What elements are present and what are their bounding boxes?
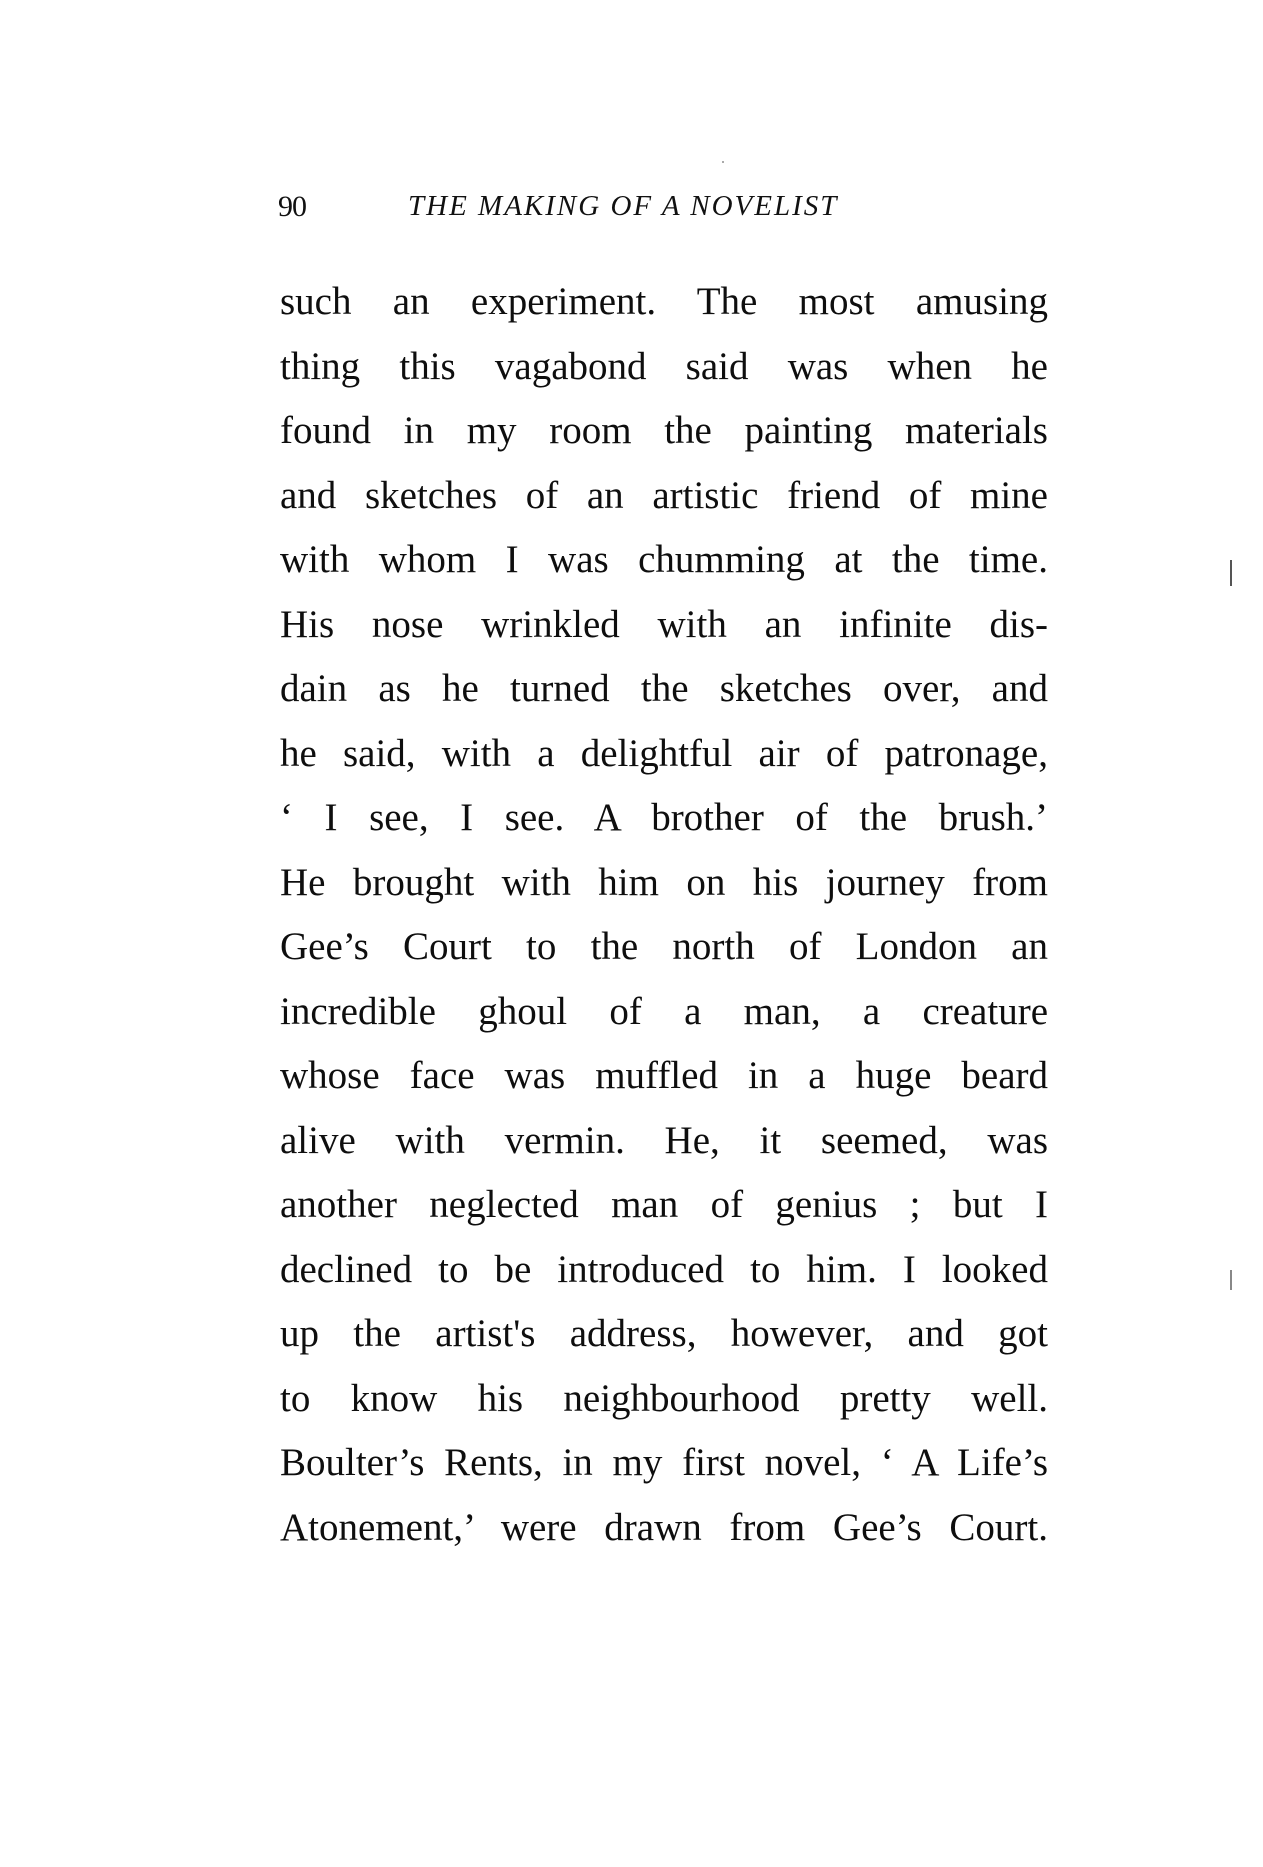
text-line: with whom I was chumming at the time. (280, 538, 1048, 581)
text-line: His nose wrinkled with an infinite dis- (280, 602, 1048, 646)
text-line: such an experiment. The most amusing (280, 280, 1048, 323)
scan-mark (1230, 560, 1232, 586)
text-line: thing this vagabond said was when he (280, 344, 1048, 388)
text-line: incredible ghoul of a man, a creature (280, 989, 1048, 1033)
text-line: dain as he turned the sketches over, and (280, 667, 1048, 710)
text-line: Atonement,’ were drawn from Gee’s Court. (280, 1505, 1048, 1549)
running-head (278, 190, 1048, 230)
text-line: and sketches of an artistic friend of mine (280, 473, 1048, 517)
text-line: found in my room the painting materials (280, 409, 1048, 452)
text-line: another neglected man of genius ; but I (280, 1183, 1048, 1226)
text-line: Boulter’s Rents, in my first novel, ‘ A Life’s (280, 1441, 1048, 1484)
text-line: whose face was muffled in a huge beard (280, 1054, 1048, 1097)
scan-mark (1230, 1270, 1232, 1290)
text-line: He brought with him on his journey from (280, 860, 1048, 904)
scan-mark (722, 161, 724, 163)
body-text (280, 270, 1048, 1560)
book-title: THE MAKING OF A NOVELIST (408, 190, 839, 222)
text-line: up the artist's address, however, and got (280, 1312, 1048, 1355)
text-line: ‘ I see, I see. A brother of the brush.’ (280, 796, 1048, 839)
text-line: declined to be introduced to him. I looked (280, 1247, 1048, 1291)
page-number: 90 (278, 190, 306, 223)
text-line: alive with vermin. He, it seemed, was (280, 1118, 1048, 1162)
text-line: he said, with a delightful air of patronage, (280, 731, 1048, 775)
text-line: to know his neighbourhood pretty well. (280, 1376, 1048, 1420)
text-line: Gee’s Court to the north of London an (280, 925, 1048, 968)
